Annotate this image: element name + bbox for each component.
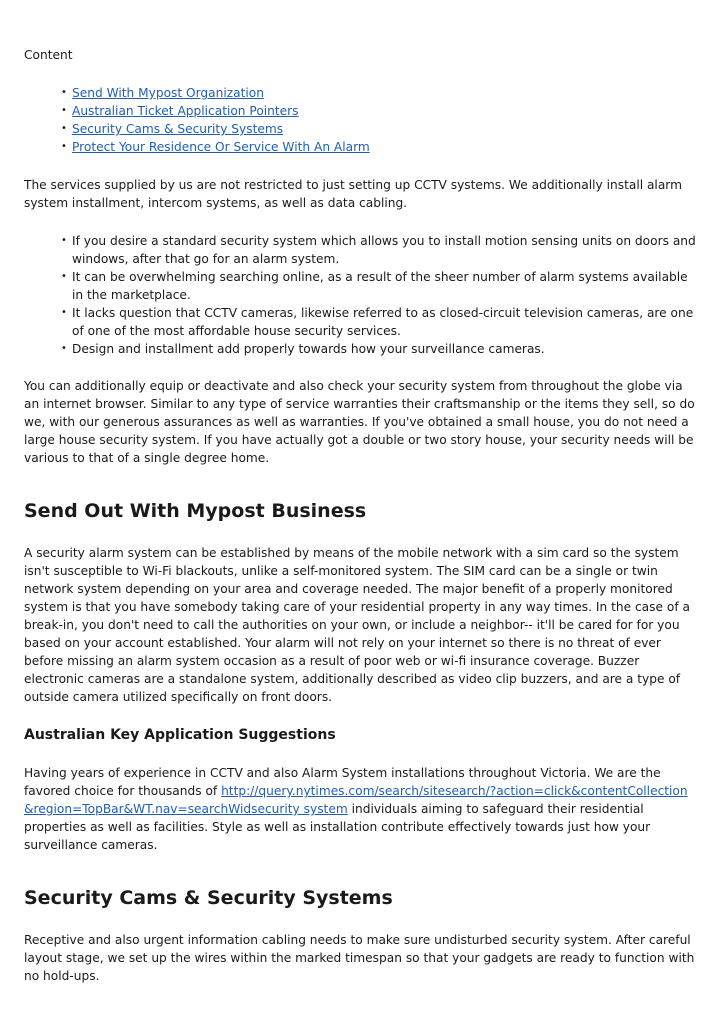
toc-item <box>72 102 696 120</box>
section-paragraph: A security alarm system can be established by means of the mobile network with a sim card so the system isn't susceptible to Wi-Fi blackouts, unlike a self-monitored system. The SIM card can be a single or twin network system depending on your area and coverage needed. The major benefit of a properly monitored system is that you have somebody taking care of your residential property in any way times. In the case of a break-in, you don't need to call the authorities on your own, or include a neighbor-- it'll be cared for for you based on your account established. Your alarm will not rely on your internet so there is no threat of ever before missing an alarm system occasion as a result of poor web or wi-fi insurance coverage. Buzzer electronic cameras are a standalone system, additionally described as video clip buzzers, and are a type of outside camera utilized specifically on front doors. <box>24 546 690 704</box>
toc-link-send-with-mypost[interactable]: Send With Mypost Organization <box>72 86 264 100</box>
section-paragraph-with-link <box>24 764 696 854</box>
list-item: • Design and installment add properly towards how your surveillance cameras. <box>72 340 696 358</box>
toc-item <box>72 138 696 156</box>
toc-link-security-cams[interactable]: Security Cams & Security Systems <box>72 122 284 136</box>
list-item: • It lacks question that CCTV cameras, likewise referred to as closed-circuit television cameras, are one of one of the most affordable house security services. <box>72 304 696 340</box>
url-link[interactable]: http://query.nytimes.com/search/sitesearch/?action=click&contentCollection&region=TopBar&WT.nav=searchWid <box>24 784 688 816</box>
paragraph-text-before: Having years of experience in CCTV and also Alarm System installations throughout Victoria. We are the favored choice for thousands of <box>24 766 661 798</box>
list-item: • It can be overwhelming searching online, as a result of the sheer number of alarm systems available in the marketplace. <box>72 268 696 304</box>
table-of-contents <box>24 84 696 156</box>
feature-bullet-list <box>24 232 696 358</box>
security-system-link[interactable]: security system <box>251 802 348 816</box>
intro-paragraph: The services supplied by us are not restricted to just setting up CCTV systems. We additionally install alarm system installment, intercom systems, as well as data cabling. <box>24 178 682 210</box>
paragraph-text-after: individuals aiming to safeguard their residential properties as well as facilities. Style as well as installation contribute effectively towards just how your surveillance cameras. <box>24 802 651 852</box>
section-heading-security-cams: Security Cams & Security Systems <box>24 887 393 909</box>
intro-paragraph-2: You can additionally equip or deactivate and also check your security system from throughout the globe via an internet browser. Similar to any type of service warranties their craftsmanship or the items they sell, so do we, with our generous assurances as well as warranties. If you've obtained a small house, you do not need a large house security system. If you have actually got a double or two story house, your security needs will be various to that of a single degree home. <box>24 379 695 465</box>
list-item: • If you desire a standard security system which allows you to install motion sensing units on doors and windows, after that go for an alarm system. <box>72 232 696 268</box>
section-heading-send-out: Send Out With Mypost Business <box>24 500 367 522</box>
toc-link-australian-ticket[interactable]: Australian Ticket Application Pointers <box>72 104 299 118</box>
toc-link-protect-residence[interactable]: Protect Your Residence Or Service With An Alarm <box>72 140 370 154</box>
toc-item <box>72 84 696 102</box>
section-heading-australian-key: Australian Key Application Suggestions <box>24 727 336 743</box>
toc-heading: Content <box>24 48 73 62</box>
section-paragraph: Receptive and also urgent information cabling needs to make sure undisturbed security system. After careful layout stage, we set up the wires within the marked timespan so that your gadgets are ready to function with no hold-ups. <box>24 933 695 983</box>
toc-item <box>72 120 696 138</box>
